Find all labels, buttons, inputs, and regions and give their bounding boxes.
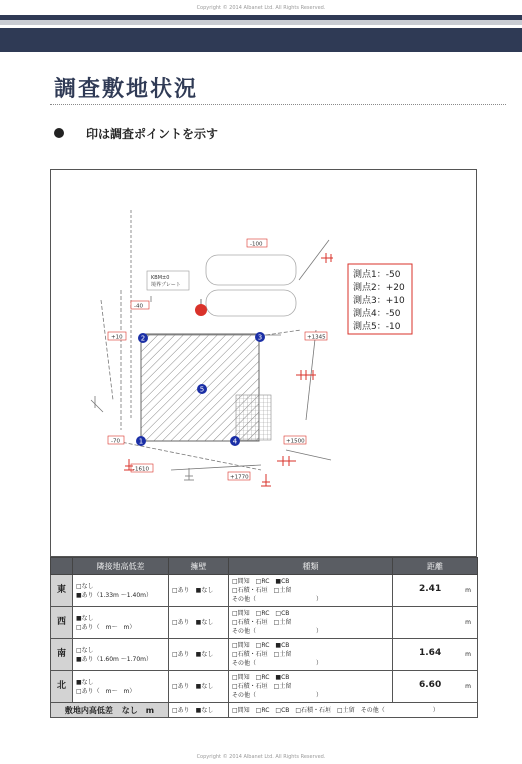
site-map-drawing: [51, 170, 477, 557]
bullet-icon: [54, 128, 64, 138]
type-line-1: □間知 □RC □CB: [232, 610, 290, 617]
label-plus-10: +10: [111, 334, 123, 341]
label-plus-1500: +1500: [286, 438, 305, 445]
distance-value: 2.41: [419, 584, 442, 594]
paved-area: [236, 395, 271, 440]
height-option-yes: ■あり（1.33m ～1.40m）: [76, 591, 152, 599]
height-option-yes: ■あり（1.60m ～1.70m）: [76, 655, 152, 663]
distance-value: 1.64: [419, 648, 442, 658]
table-footer-row: [51, 703, 478, 718]
table-row: [51, 639, 478, 671]
svg-text:境界プレート: 境界プレート: [151, 282, 181, 288]
table-row: [51, 575, 478, 607]
kbm-label: [147, 271, 189, 290]
type-line-3: その他（ ）: [232, 628, 323, 635]
footer-label: [51, 703, 169, 718]
type-line-2: □石積・石垣 □土留: [232, 683, 292, 690]
header-direction: [51, 558, 73, 575]
svg-text:KBM±0: KBM±0: [151, 275, 170, 281]
measurement-note: [348, 264, 412, 334]
header-adjacent-height: 隣接地高低差: [73, 558, 169, 575]
table-row: [51, 671, 478, 703]
footer-value: なし m: [121, 705, 155, 715]
site-map: [50, 169, 477, 557]
point-label-5: 5: [199, 385, 205, 394]
distance-cell: [393, 671, 478, 703]
copyright-bottom: Copyright © 2014 Albanet Ltd. All Rights Reserved.: [196, 754, 326, 760]
type-line-3: その他（ ）: [232, 660, 323, 667]
header-distance: 距離: [393, 558, 478, 575]
point-label-4: 4: [232, 437, 238, 446]
height-cell: [73, 671, 169, 703]
header-band-bottom: [0, 28, 522, 52]
distance-cell: [393, 607, 478, 639]
height-option-none: □なし: [76, 646, 94, 654]
distance-value: 6.60: [419, 680, 442, 690]
point-label-3: 3: [257, 333, 263, 342]
parking-outline: [206, 255, 296, 316]
table-row: [51, 607, 478, 639]
height-option-none: ■なし: [76, 614, 94, 622]
distance-unit: m: [465, 619, 471, 626]
distance-cell: [393, 639, 478, 671]
copyright-top: Copyright © 2014 Albanet Ltd. All Rights Reserved.: [196, 5, 326, 11]
label-minus-70: -70: [111, 438, 120, 445]
site-survey-table: [50, 557, 478, 718]
direction-south: 南: [51, 639, 73, 671]
label-minus-1610: -1610: [133, 466, 149, 473]
height-option-none: □なし: [76, 582, 94, 590]
label-minus-40: -40: [134, 303, 143, 310]
height-option-none: ■なし: [76, 678, 94, 686]
height-cell: [73, 575, 169, 607]
height-option-yes: □あり（ m～ m）: [76, 687, 136, 695]
distance-unit: m: [465, 683, 471, 690]
measurement-4: 測点4：-50: [353, 309, 401, 319]
type-cell: [229, 639, 393, 671]
direction-west: 西: [51, 607, 73, 639]
header-retaining-wall: 擁壁: [169, 558, 229, 575]
direction-east: 東: [51, 575, 73, 607]
label-plus-1345: +1345: [307, 334, 326, 341]
wall-cell: □あり ■なし: [169, 575, 229, 607]
wall-cell: □あり ■なし: [169, 607, 229, 639]
type-line-2: □石積・石垣 □土留: [232, 651, 292, 658]
height-option-yes: □あり（ m～ m）: [76, 623, 136, 631]
label-plus-1770: +1770: [230, 474, 249, 481]
type-cell: [229, 671, 393, 703]
distance-unit: m: [465, 651, 471, 658]
page-title: 調査敷地状況: [54, 76, 199, 102]
direction-north: 北: [51, 671, 73, 703]
footer-types: □間知 □RC □CB □石積・石垣 □土留 その他（ ）: [229, 703, 478, 718]
type-line-3: その他（ ）: [232, 596, 323, 603]
title-divider: [50, 104, 506, 105]
measurement-1: 測点1：-50: [353, 270, 401, 280]
type-line-1: □間知 □RC ■CB: [232, 642, 290, 649]
measurement-3: 測点3：+10: [353, 296, 405, 306]
table-header-row: [51, 558, 478, 575]
footer-label-text: 敷地内高低差: [64, 705, 113, 715]
type-cell: [229, 575, 393, 607]
wall-cell: □あり ■なし: [169, 671, 229, 703]
label-minus-100: -100: [250, 241, 263, 248]
kbm-marker: [195, 304, 207, 316]
wall-cell: □あり ■なし: [169, 639, 229, 671]
height-cell: [73, 639, 169, 671]
footer-wall: □あり ■なし: [169, 703, 229, 718]
type-line-2: □石積・石垣 □土留: [232, 619, 292, 626]
height-cell: [73, 607, 169, 639]
measurement-2: 測点2：+20: [353, 283, 405, 293]
page-subtitle: 印は調査ポイントを示す: [86, 127, 219, 141]
type-line-1: □間知 □RC ■CB: [232, 578, 290, 585]
type-cell: [229, 607, 393, 639]
type-line-1: □間知 □RC ■CB: [232, 674, 290, 681]
header-type: 種類: [229, 558, 393, 575]
measurement-5: 測点5：-10: [353, 322, 401, 332]
type-line-3: その他（ ）: [232, 692, 323, 699]
distance-cell: [393, 575, 478, 607]
distance-unit: m: [465, 587, 471, 594]
point-label-1: 1: [138, 437, 144, 446]
point-label-2: 2: [140, 334, 146, 343]
type-line-2: □石積・石垣 □土留: [232, 587, 292, 594]
